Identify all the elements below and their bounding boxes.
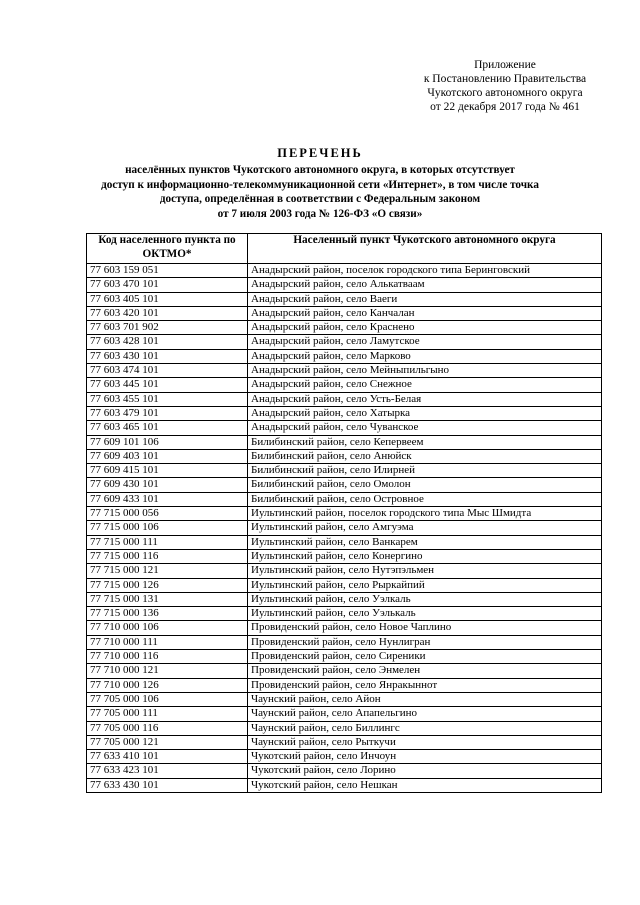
settlement-name-cell: Чаунский район, село Апапельгино (248, 707, 602, 721)
table-row (87, 478, 602, 492)
table-row (87, 692, 602, 706)
settlement-name-cell: Провиденский район, село Энмелен (248, 664, 602, 678)
header-settlement: Населенный пункт Чукотского автономного округа (248, 234, 602, 264)
table-row (87, 778, 602, 792)
settlement-name-cell: Чаунский район, село Рыткучи (248, 735, 602, 749)
table-row (87, 735, 602, 749)
table-row (87, 406, 602, 420)
settlement-name-cell: Иультинский район, село Уэлкаль (248, 592, 602, 606)
table-row (87, 278, 602, 292)
table-row (87, 621, 602, 635)
settlement-name-cell: Анадырский район, село Мейныпильгыно (248, 364, 602, 378)
settlement-name-cell: Билибинский район, село Илирней (248, 464, 602, 478)
oktmo-code-cell: 77 705 000 106 (87, 692, 248, 706)
settlement-name-cell: Анадырский район, село Снежное (248, 378, 602, 392)
table-row (87, 764, 602, 778)
oktmo-code-cell: 77 603 430 101 (87, 349, 248, 363)
settlement-name-cell: Билибинский район, село Островное (248, 492, 602, 506)
oktmo-code-cell: 77 715 000 106 (87, 521, 248, 535)
table-row (87, 750, 602, 764)
table-row (87, 492, 602, 506)
settlement-name-cell: Иультинский район, село Нутэпэльмен (248, 564, 602, 578)
oktmo-code-cell: 77 715 000 116 (87, 549, 248, 563)
table-row (87, 535, 602, 549)
oktmo-code-cell: 77 715 000 121 (87, 564, 248, 578)
settlement-name-cell: Чукотский район, село Инчоун (248, 750, 602, 764)
settlement-name-cell: Анадырский район, село Хатырка (248, 406, 602, 420)
table-row (87, 292, 602, 306)
appendix-line: Приложение (474, 59, 536, 71)
subtitle-line: доступа, определённая в соответствии с Федеральным законом (159, 193, 481, 205)
settlement-name-cell: Анадырский район, село Алькатваам (248, 278, 602, 292)
table-row (87, 635, 602, 649)
oktmo-code-cell: 77 715 000 111 (87, 535, 248, 549)
settlement-name-cell: Билибинский район, село Кепервеем (248, 435, 602, 449)
table-row (87, 664, 602, 678)
table-row (87, 507, 602, 521)
settlement-name-cell: Иультинский район, село Конергино (248, 549, 602, 563)
settlement-name-cell: Провиденский район, село Янракыннот (248, 678, 602, 692)
oktmo-code-cell: 77 715 000 056 (87, 507, 248, 521)
oktmo-code-cell: 77 710 000 116 (87, 650, 248, 664)
settlement-name-cell: Билибинский район, село Анюйск (248, 449, 602, 463)
table-row (87, 564, 602, 578)
settlement-name-cell: Провиденский район, село Новое Чаплино (248, 621, 602, 635)
oktmo-code-cell: 77 710 000 121 (87, 664, 248, 678)
oktmo-code-cell: 77 609 403 101 (87, 449, 248, 463)
table-row (87, 721, 602, 735)
oktmo-code-cell: 77 603 470 101 (87, 278, 248, 292)
oktmo-code-cell: 77 603 701 902 (87, 321, 248, 335)
oktmo-code-cell: 77 603 420 101 (87, 306, 248, 320)
settlement-name-cell: Анадырский район, село Усть-Белая (248, 392, 602, 406)
subtitle-line: от 7 июля 2003 года № 126-ФЗ «О связи» (217, 207, 423, 220)
settlement-name-cell: Анадырский район, село Краснено (248, 321, 602, 335)
title-block (80, 145, 560, 221)
table-row (87, 321, 602, 335)
table-row (87, 521, 602, 535)
table-row (87, 421, 602, 435)
header-oktmo-code: Код населенного пункта по ОКТМО* (87, 234, 248, 264)
settlement-name-cell: Чукотский район, село Нешкан (248, 778, 602, 792)
oktmo-code-cell: 77 633 430 101 (87, 778, 248, 792)
settlement-name-cell: Билибинский район, село Омолон (248, 478, 602, 492)
settlement-name-cell: Провиденский район, село Сиреники (248, 650, 602, 664)
table-row (87, 650, 602, 664)
table-row (87, 306, 602, 320)
appendix-block (380, 58, 630, 114)
table-row (87, 578, 602, 592)
table-row (87, 707, 602, 721)
settlement-name-cell: Чаунский район, село Биллингс (248, 721, 602, 735)
oktmo-code-cell: 77 603 159 051 (87, 264, 248, 278)
table-row (87, 678, 602, 692)
table-header-row (87, 234, 602, 264)
oktmo-code-cell: 77 609 415 101 (87, 464, 248, 478)
oktmo-code-cell: 77 715 000 126 (87, 578, 248, 592)
appendix-line: Чукотского автономного округа (427, 87, 583, 99)
oktmo-code-cell: 77 603 474 101 (87, 364, 248, 378)
appendix-line: к Постановлению Правительства (423, 73, 587, 85)
subtitle-line: доступ к информационно-телекоммуникационной сети «Интернет», в том числе точка (101, 178, 539, 191)
oktmo-code-cell: 77 705 000 116 (87, 721, 248, 735)
settlement-name-cell: Анадырский район, село Чуванское (248, 421, 602, 435)
settlement-name-cell: Анадырский район, село Ваеги (248, 292, 602, 306)
table-row (87, 364, 602, 378)
settlement-name-cell: Анадырский район, поселок городского типа Беринговский (248, 264, 602, 278)
settlement-name-cell: Анадырский район, село Ламутское (248, 335, 602, 349)
document-title: ПЕРЕЧЕНЬ (277, 146, 363, 160)
table-row (87, 449, 602, 463)
settlement-name-cell: Провиденский район, село Нунлигран (248, 635, 602, 649)
oktmo-code-cell: 77 603 428 101 (87, 335, 248, 349)
oktmo-code-cell: 77 603 479 101 (87, 406, 248, 420)
settlement-name-cell: Чукотский район, село Лорино (248, 764, 602, 778)
oktmo-code-cell: 77 715 000 136 (87, 607, 248, 621)
appendix-line: от 22 декабря 2017 года № 461 (430, 101, 580, 113)
oktmo-code-cell: 77 609 101 106 (87, 435, 248, 449)
oktmo-code-cell: 77 603 405 101 (87, 292, 248, 306)
settlement-name-cell: Иультинский район, поселок городского типа Мыс Шмидта (248, 507, 602, 521)
table-row (87, 378, 602, 392)
settlement-name-cell: Иультинский район, село Ванкарем (248, 535, 602, 549)
oktmo-code-cell: 77 603 465 101 (87, 421, 248, 435)
table-row (87, 592, 602, 606)
table-row (87, 335, 602, 349)
settlement-name-cell: Иультинский район, село Уэлькаль (248, 607, 602, 621)
settlement-name-cell: Чаунский район, село Айон (248, 692, 602, 706)
oktmo-code-cell: 77 715 000 131 (87, 592, 248, 606)
table-body (87, 264, 602, 793)
table-row (87, 349, 602, 363)
oktmo-code-cell: 77 603 455 101 (87, 392, 248, 406)
oktmo-code-cell: 77 710 000 106 (87, 621, 248, 635)
settlement-name-cell: Иультинский район, село Рыркайпий (248, 578, 602, 592)
table-row (87, 549, 602, 563)
table-row (87, 392, 602, 406)
oktmo-code-cell: 77 710 000 126 (87, 678, 248, 692)
oktmo-code-cell: 77 603 445 101 (87, 378, 248, 392)
settlement-name-cell: Анадырский район, село Марково (248, 349, 602, 363)
settlements-table (86, 233, 602, 793)
oktmo-code-cell: 77 705 000 111 (87, 707, 248, 721)
oktmo-code-cell: 77 633 410 101 (87, 750, 248, 764)
table-row (87, 435, 602, 449)
table-row (87, 464, 602, 478)
oktmo-code-cell: 77 710 000 111 (87, 635, 248, 649)
settlement-name-cell: Иультинский район, село Амгуэма (248, 521, 602, 535)
oktmo-code-cell: 77 705 000 121 (87, 735, 248, 749)
oktmo-code-cell: 77 633 423 101 (87, 764, 248, 778)
oktmo-code-cell: 77 609 433 101 (87, 492, 248, 506)
oktmo-code-cell: 77 609 430 101 (87, 478, 248, 492)
settlement-name-cell: Анадырский район, село Канчалан (248, 306, 602, 320)
table-row (87, 264, 602, 278)
table-row (87, 607, 602, 621)
subtitle-line: населённых пунктов Чукотского автономного округа, в которых отсутствует (125, 164, 515, 176)
